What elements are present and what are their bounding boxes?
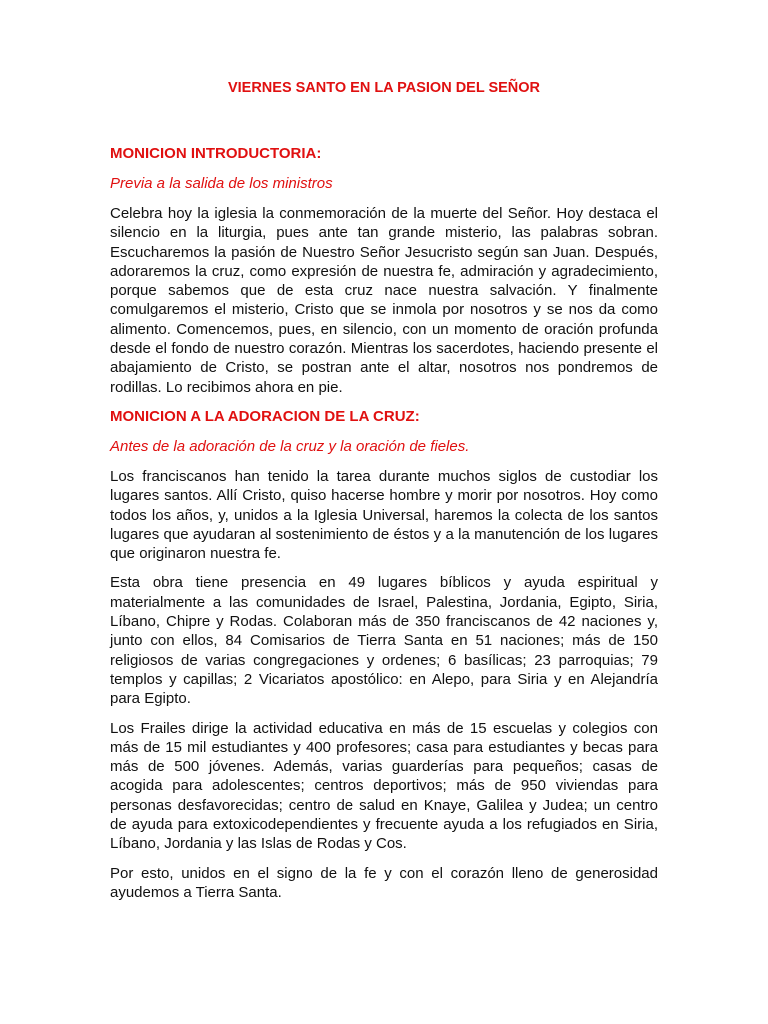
rubric-introductoria: Previa a la salida de los ministros bbox=[110, 175, 333, 192]
paragraph: Los Frailes dirige la actividad educativa en más de 15 escuelas y colegios con más de 15 mil estudiantes y 400 profesores; casa para estudiantes y becas para más de 500 jóvenes. Además, varias guarderías para pequeños; casas de acogida para adolescentes; centros deportivos; más de 950 viviendas para personas desfavorecidas; centro de salud en Knaye, Galilea y Judea; un centro de ayuda para extoxicodependientes y frecuente ayuda a los refugiados en Siria, Líbano, Jordania y las Islas de Rodas y Cos. bbox=[110, 719, 658, 853]
document-title: VIERNES SANTO EN LA PASION DEL SEÑOR bbox=[227, 80, 541, 96]
section-heading-adoracion: MONICION A LA ADORACION DE LA CRUZ: bbox=[110, 407, 420, 425]
paragraph: Por esto, unidos en el signo de la fe y con el corazón lleno de generosidad ayudemos a Tierra Santa. bbox=[110, 864, 658, 901]
paragraph: Celebra hoy la iglesia la conmemoración de la muerte del Señor. Hoy destaca el silencio en la liturgia, pues ante tan grande misterio, las palabras sobran. Escucharemos la pasión de Nuestro Señor Jesucristo según san Juan. Después, adoraremos la cruz, como expresión de nuestra fe, admiración y agradecimiento, porque sabemos que de esta cruz nace nuestra salvación. Y finalmente comulgaremos el misterio, Cristo que se inmola por nosotros y se nos da como alimento. Comencemos, pues, en silencio, con un momento de oración profunda desde el fondo de nuestro corazón. Mientras los sacerdotes, haciendo presente el abajamiento de Cristo, se postran ante el altar, nosotros nos pondremos de rodillas. Lo recibimos ahora en pie. bbox=[110, 205, 658, 396]
section-heading-introductoria: MONICION INTRODUCTORIA: bbox=[110, 145, 322, 162]
document-page bbox=[110, 78, 658, 912]
paragraph: Esta obra tiene presencia en 49 lugares bíblicos y ayuda espiritual y materialmente a las comunidades de Israel, Palestina, Jordania, Egipto, Siria, Líbano, Chipre y Rodas. Colaboran más de 350 franciscanos de 42 naciones y, junto con ellos, 84 Comisarios de Tierra Santa en 51 naciones; más de 150 religiosos de varias congregaciones y ordenes; 6 basílicas; 23 parroquias; 79 templos y capillas; 2 Vicariatos apostólico: en Alepo, para Siria y en Alejandría para Egipto. bbox=[110, 574, 658, 708]
rubric-adoracion: Antes de la adoración de la cruz y la oración de fieles. bbox=[110, 437, 470, 455]
paragraph: Los franciscanos han tenido la tarea durante muchos siglos de custodiar los lugares santos. Allí Cristo, quiso hacerse hombre y morir por nosotros. Hoy como todos los años, y, unidos a la Iglesia Universal, haremos la colecta de los santos lugares que ayudaran al sostenimiento de éstos y a la manutención de los lugares que originaron nuestra fe. bbox=[110, 467, 658, 563]
